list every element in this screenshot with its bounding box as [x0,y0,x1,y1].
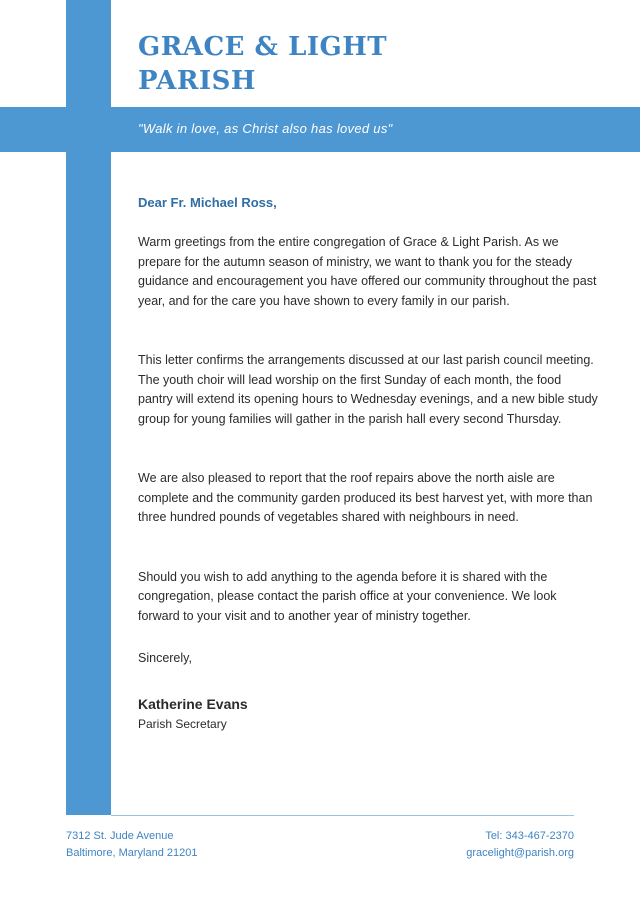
footer-address [66,828,197,862]
letter-paragraph-1: Warm greetings from the entire congregation of Grace & Light Parish. As we prepare for the autumn season of ministry, we want to thank you for the steady guidance and encouragement you have offered our community throughout the past year, and for the care you have shown to every family in our parish. [138,235,597,308]
letter-paragraph-2: This letter confirms the arrangements discussed at our last parish council meeting. The youth choir will lead worship on the first Sunday of each month, the food pantry will extend its opening hours to Wednesday evenings, and a new bible study group for young families will gather in the parish hall every second Thursday. [138,353,598,426]
footer-divider [111,815,574,816]
signer-title: Parish Secretary [138,717,227,731]
parish-name-line1: GRACE & LIGHT [138,32,388,62]
letter-body [138,193,598,734]
closing: Sincerely, [138,651,192,665]
address-line-2: Baltimore, Maryland 21201 [66,847,198,859]
footer-contact [466,828,574,862]
phone-number: Tel: 343-467-2370 [485,830,574,842]
signer-name: Katherine Evans [138,696,248,712]
salutation: Dear Fr. Michael Ross, [138,195,277,210]
letter-paragraph-3: We are also pleased to report that the roof repairs above the north aisle are complete and the community garden produced its best harvest yet, with more than three hundred pounds of vegetables shared with neighbours in need. [138,471,593,524]
address-line-1: 7312 St. Jude Avenue [66,830,174,842]
parish-name [138,30,438,98]
email-address[interactable]: gracelight@parish.org [466,847,574,859]
parish-name-line2: PARISH [138,66,256,96]
letter-paragraph-4: Should you wish to add anything to the agenda before it is shared with the congregation, please contact the parish office at your convenience. We look forward to your visit and to another year of ministry together. [138,569,557,623]
parish-motto: "Walk in love, as Christ also has loved us" [138,121,393,136]
